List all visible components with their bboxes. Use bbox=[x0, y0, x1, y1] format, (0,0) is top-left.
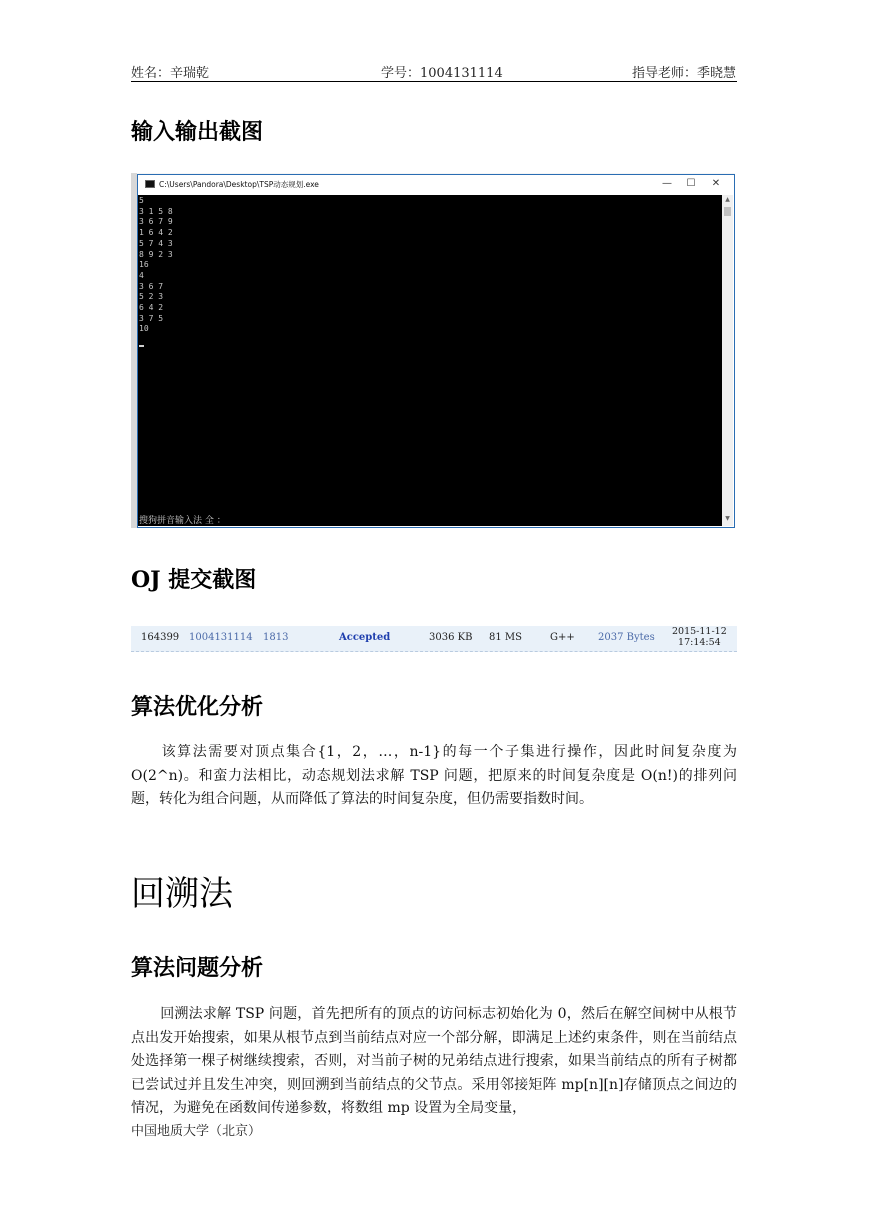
maximize-button[interactable]: ☐ bbox=[686, 178, 696, 189]
run-id: 164399 bbox=[141, 632, 180, 643]
user-link[interactable]: 1004131114 bbox=[189, 632, 253, 643]
text-cursor bbox=[139, 345, 144, 347]
header-advisor: 指导老师：季晓慧 bbox=[632, 66, 737, 81]
oj-submission-row bbox=[131, 626, 737, 652]
window-title: C:\Users\Pandora\Desktop\TSP动态规划.exe bbox=[159, 180, 319, 189]
console-window bbox=[137, 174, 735, 528]
backtracking-paragraph bbox=[131, 1003, 737, 1121]
vertical-scrollbar[interactable] bbox=[722, 195, 733, 526]
submit-date: 2015-11-12 bbox=[672, 626, 727, 637]
close-button[interactable]: ✕ bbox=[711, 178, 721, 189]
submit-time: 17:14:54 bbox=[678, 637, 721, 648]
footer-university: 中国地质大学（北京） bbox=[131, 1124, 262, 1139]
ime-status-bar: 搜狗拼音输入法 全 ： bbox=[139, 516, 226, 526]
section-heading-optimization: 算法优化分析 bbox=[131, 694, 264, 720]
language: G++ bbox=[550, 632, 575, 643]
header-name: 姓名：辛瑞乾 bbox=[131, 66, 210, 81]
console-app-icon bbox=[145, 180, 155, 188]
optimization-paragraph bbox=[131, 741, 737, 812]
scrollbar-thumb[interactable] bbox=[724, 207, 731, 216]
console-screenshot bbox=[131, 173, 735, 528]
header-rule bbox=[131, 81, 737, 82]
problem-link[interactable]: 1813 bbox=[263, 632, 289, 643]
time-used: 81 MS bbox=[489, 632, 522, 643]
section-heading-problem-analysis: 算法问题分析 bbox=[131, 955, 264, 981]
console-output-area[interactable] bbox=[138, 195, 722, 526]
section-heading-oj: OJ 提交截图 bbox=[131, 567, 257, 593]
console-output-text: 5 3 1 5 8 3 6 7 9 1 6 4 2 5 7 4 3 8 9 2 3 16 4 3 6 7 5 2 3 6 4 2 3 7 5 10 bbox=[139, 196, 173, 334]
section-heading-io: 输入输出截图 bbox=[131, 119, 264, 145]
code-length-link[interactable]: 2037 Bytes bbox=[598, 632, 655, 643]
chapter-title: 回溯法 bbox=[131, 874, 233, 914]
memory-used: 3036 KB bbox=[429, 632, 473, 643]
submit-datetime bbox=[672, 626, 727, 648]
result-status: Accepted bbox=[339, 632, 391, 643]
optimization-text: 该算法需要对顶点集合{1，2，…，n-1}的每一个子集进行操作，因此时间复杂度为 O(2^n)。和蛮力法相比，动态规划法求解 TSP 问题，把原来的时间复杂度是 O(n!)的排列问题，转化为组合问题，从而降低了算法的时间复杂度，但仍需要指数时间。 bbox=[131, 744, 737, 807]
header-student-id: 学号：1004131114 bbox=[381, 66, 503, 81]
window-titlebar[interactable] bbox=[138, 175, 734, 195]
minimize-button[interactable]: — bbox=[662, 178, 672, 189]
scroll-up-arrow-icon[interactable]: ▲ bbox=[725, 196, 730, 203]
scroll-down-arrow-icon[interactable]: ▼ bbox=[725, 515, 730, 522]
backtracking-text: 回溯法求解 TSP 问题，首先把所有的顶点的访问标志初始化为 0，然后在解空间树中从根节点出发开始搜索，如果从根节点到当前结点对应一个部分解，即满足上述约束条件，则在当前结点处选择第一棵子树继续搜索，否则，对当前子树的兄弟结点进行搜索，如果当前结点的所有子树都已尝试过并且发生冲突，则回溯到当前结点的父节点。采用邻接矩阵 mp[n][n]存储顶点之间边的情况，为避免在函数间传递参数，将数组 mp 设置为全局变量， bbox=[131, 1006, 737, 1116]
